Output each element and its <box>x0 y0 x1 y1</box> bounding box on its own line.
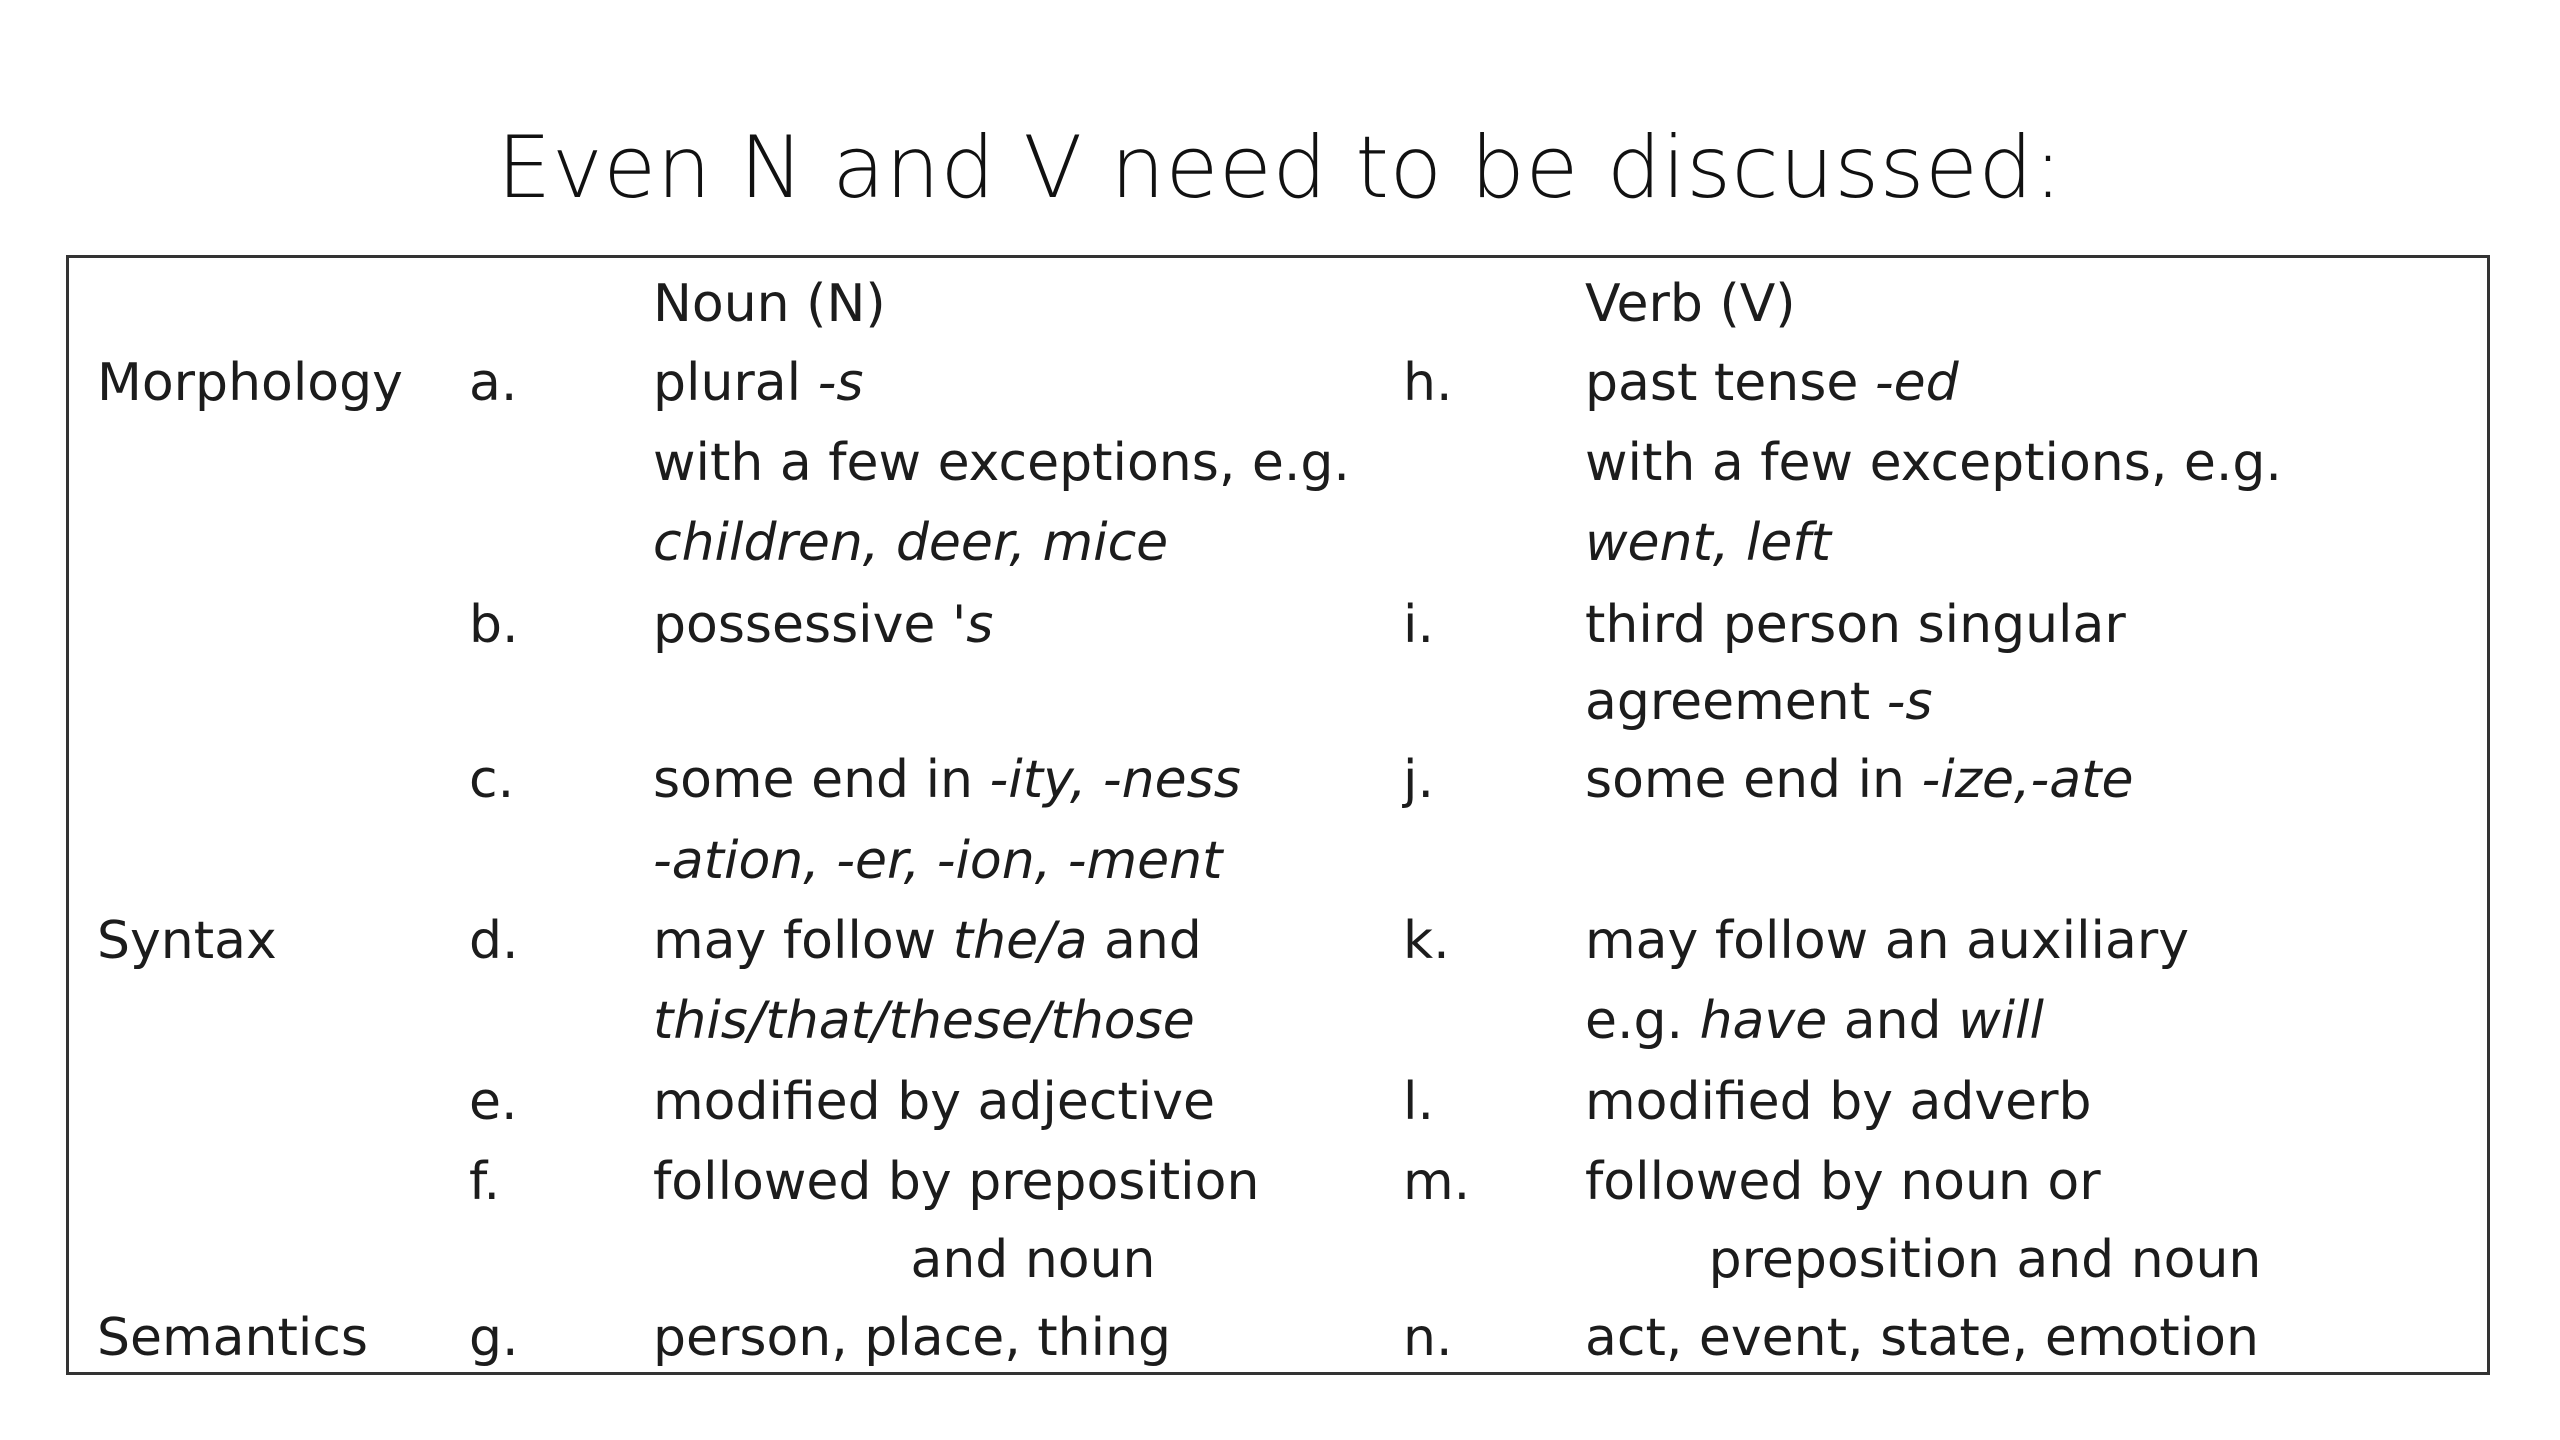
noun-row-a-line3: children, deer, mice <box>653 513 1169 573</box>
noun-label-b: b. <box>469 595 519 655</box>
verb-row-h-line1: past tense -ed <box>1585 353 1959 413</box>
noun-row-c-line2: -ation, -er, -ion, -ment <box>653 831 1223 891</box>
noun-row-g-line1: person, place, thing <box>653 1308 1172 1368</box>
verb-row-l-line1: modified by adverb <box>1585 1072 2092 1132</box>
verb-row-h-line3: went, left <box>1585 513 1832 573</box>
noun-label-a: a. <box>469 353 518 413</box>
verb-row-m-line1: followed by noun or <box>1585 1152 2101 1212</box>
noun-label-f: f. <box>469 1152 501 1212</box>
verb-header: Verb (V) <box>1585 274 1796 334</box>
verb-label-i: i. <box>1403 595 1434 655</box>
verb-label-m: m. <box>1403 1152 1471 1212</box>
noun-label-d: d. <box>469 911 519 971</box>
verb-label-k: k. <box>1403 911 1450 971</box>
category-semantics: Semantics <box>97 1308 368 1368</box>
noun-row-d-line1: may follow the/a and <box>653 911 1202 971</box>
verb-row-i-line2: agreement -s <box>1585 672 1933 732</box>
verb-row-k-line1: may follow an auxiliary <box>1585 911 2190 971</box>
verb-row-k-line2: e.g. have and will <box>1585 991 2044 1051</box>
verb-row-m-line2: preposition and noun <box>1708 1230 2262 1290</box>
verb-row-h-line2: with a few exceptions, e.g. <box>1585 433 2282 493</box>
noun-row-c-line1: some end in -ity, -ness <box>653 750 1241 810</box>
category-syntax: Syntax <box>97 911 277 971</box>
noun-row-f-line2: and noun <box>910 1230 1156 1290</box>
verb-label-n: n. <box>1403 1308 1453 1368</box>
verb-row-i-line1: third person singular <box>1585 595 2126 655</box>
verb-row-n-line1: act, event, state, emotion <box>1585 1308 2259 1368</box>
noun-row-f-line1: followed by preposition <box>653 1152 1260 1212</box>
verb-row-j-line1: some end in -ize,-ate <box>1585 750 2134 810</box>
noun-header: Noun (N) <box>653 274 886 334</box>
noun-row-d-line2: this/that/these/those <box>653 991 1195 1051</box>
slide-title: Even N and V need to be discussed: <box>497 118 2063 218</box>
noun-row-b-line1: possessive 's <box>653 595 994 655</box>
noun-label-e: e. <box>469 1072 518 1132</box>
verb-label-l: l. <box>1403 1072 1434 1132</box>
noun-label-c: c. <box>469 750 515 810</box>
noun-label-g: g. <box>469 1308 519 1368</box>
comparison-table <box>66 255 2490 1375</box>
noun-row-e-line1: modified by adjective <box>653 1072 1216 1132</box>
noun-row-a-line2: with a few exceptions, e.g. <box>653 433 1350 493</box>
verb-label-h: h. <box>1403 353 1453 413</box>
category-morphology: Morphology <box>97 353 403 413</box>
noun-row-a-line1: plural -s <box>653 353 864 413</box>
verb-label-j: j. <box>1403 750 1434 810</box>
